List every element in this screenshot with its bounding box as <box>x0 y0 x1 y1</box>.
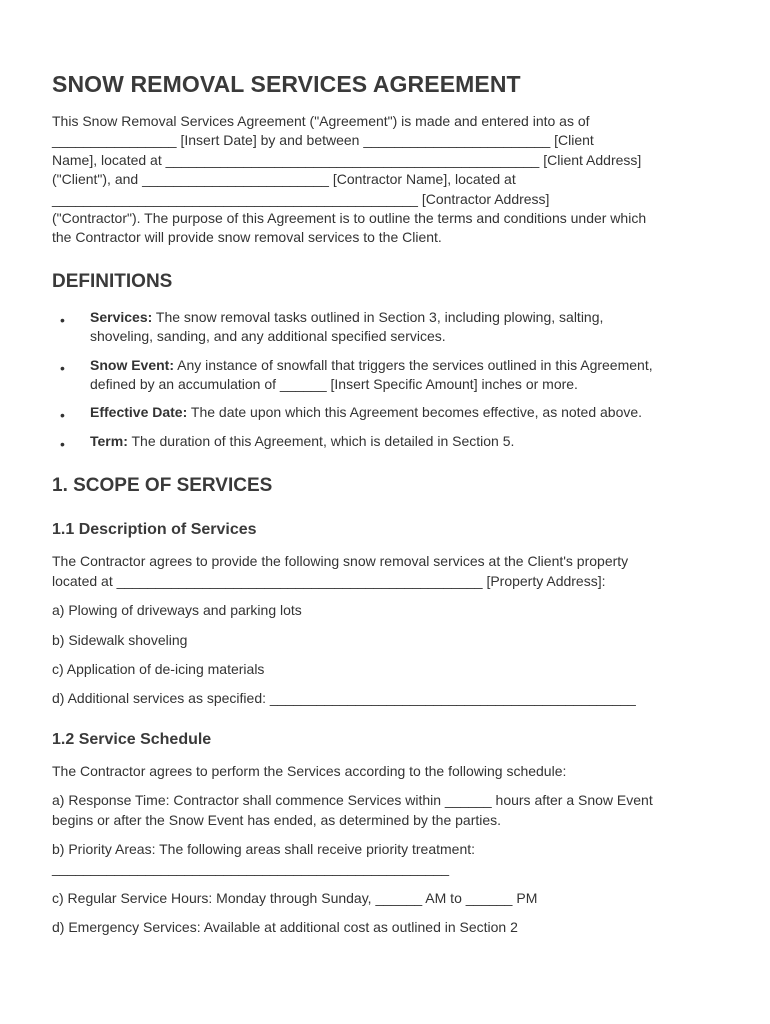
intro-line: Name], located at ________________________________________________ [Client Address] <box>52 151 642 168</box>
service-item: d) Additional services as specified: _______________________________________________ <box>52 690 636 707</box>
document-page <box>52 70 720 938</box>
definition-text: The duration of this Agreement, which is detailed in Section 5. <box>127 432 515 449</box>
document-title: SNOW REMOVAL SERVICES AGREEMENT <box>52 71 521 97</box>
schedule-item-regular-hours: c) Regular Service Hours: Monday through Sunday, ______ AM to ______ PM <box>52 889 538 906</box>
schedule-item-emergency-services: d) Emergency Services: Available at additional cost as outlined in Section 2 <box>52 919 518 936</box>
schedule-item-response-time <box>52 791 720 830</box>
intro-line: ________________ [Insert Date] by and between ________________________ [Client <box>52 132 594 149</box>
definition-text: Any instance of snowfall that triggers the services outlined in this Agreement, <box>174 356 653 373</box>
schedule-line: a) Response Time: Contractor shall commence Services within ______ hours after a Snow Event <box>52 792 653 809</box>
intro-line: ("Contractor"). The purpose of this Agreement is to outline the terms and conditions under which <box>52 210 647 227</box>
definition-term: Term: <box>90 432 128 449</box>
definition-term: Snow Event: <box>90 356 175 373</box>
bullet-icon: • <box>60 311 65 328</box>
description-intro-line: located at _______________________________________________ [Property Address]: <box>52 572 606 589</box>
definition-term: Effective Date: <box>90 404 188 421</box>
intro-paragraph <box>52 112 720 248</box>
description-intro-line: The Contractor agrees to provide the following snow removal services at the Client's property <box>52 553 629 570</box>
bullet-icon: • <box>60 407 65 424</box>
description-heading: 1.1 Description of Services <box>52 521 257 539</box>
schedule-item-priority-areas <box>52 840 720 879</box>
definitions-list <box>52 308 720 451</box>
schedule-intro: The Contractor agrees to perform the Services according to the following schedule: <box>52 762 567 779</box>
scope-heading: 1. SCOPE OF SERVICES <box>52 475 273 497</box>
service-item: a) Plowing of driveways and parking lots <box>52 602 302 619</box>
definition-item-term <box>52 432 720 451</box>
schedule-line: ___________________________________________________ <box>52 860 450 877</box>
definition-text: shoveling, sanding, and any additional specified services. <box>90 328 446 345</box>
schedule-heading: 1.2 Service Schedule <box>52 730 212 748</box>
definition-item-effective-date <box>52 403 720 422</box>
definition-text: defined by an accumulation of ______ [Insert Specific Amount] inches or more. <box>90 376 578 393</box>
definition-item-services <box>52 308 720 347</box>
bullet-icon: • <box>60 435 65 452</box>
bullet-icon: • <box>60 359 65 376</box>
service-item: c) Application of de-icing materials <box>52 660 265 677</box>
schedule-line: begins or after the Snow Event has ended, as determined by the parties. <box>52 811 502 828</box>
intro-line: the Contractor will provide snow removal services to the Client. <box>52 229 442 246</box>
definitions-heading: DEFINITIONS <box>52 270 173 292</box>
intro-line: ("Client"), and ________________________ [Contractor Name], located at <box>52 171 516 188</box>
schedule-line: b) Priority Areas: The following areas shall receive priority treatment: <box>52 840 476 857</box>
service-item: b) Sidewalk shoveling <box>52 631 188 648</box>
definition-item-snow-event <box>52 356 720 395</box>
definition-text: The date upon which this Agreement becomes effective, as noted above. <box>187 404 643 421</box>
description-intro <box>52 552 720 591</box>
definition-term: Services: <box>90 308 153 325</box>
intro-line: _______________________________________________ [Contractor Address] <box>52 190 550 207</box>
intro-line: This Snow Removal Services Agreement ("Agreement") is made and entered into as of <box>52 113 590 129</box>
definition-text: The snow removal tasks outlined in Section 3, including plowing, salting, <box>152 308 604 325</box>
